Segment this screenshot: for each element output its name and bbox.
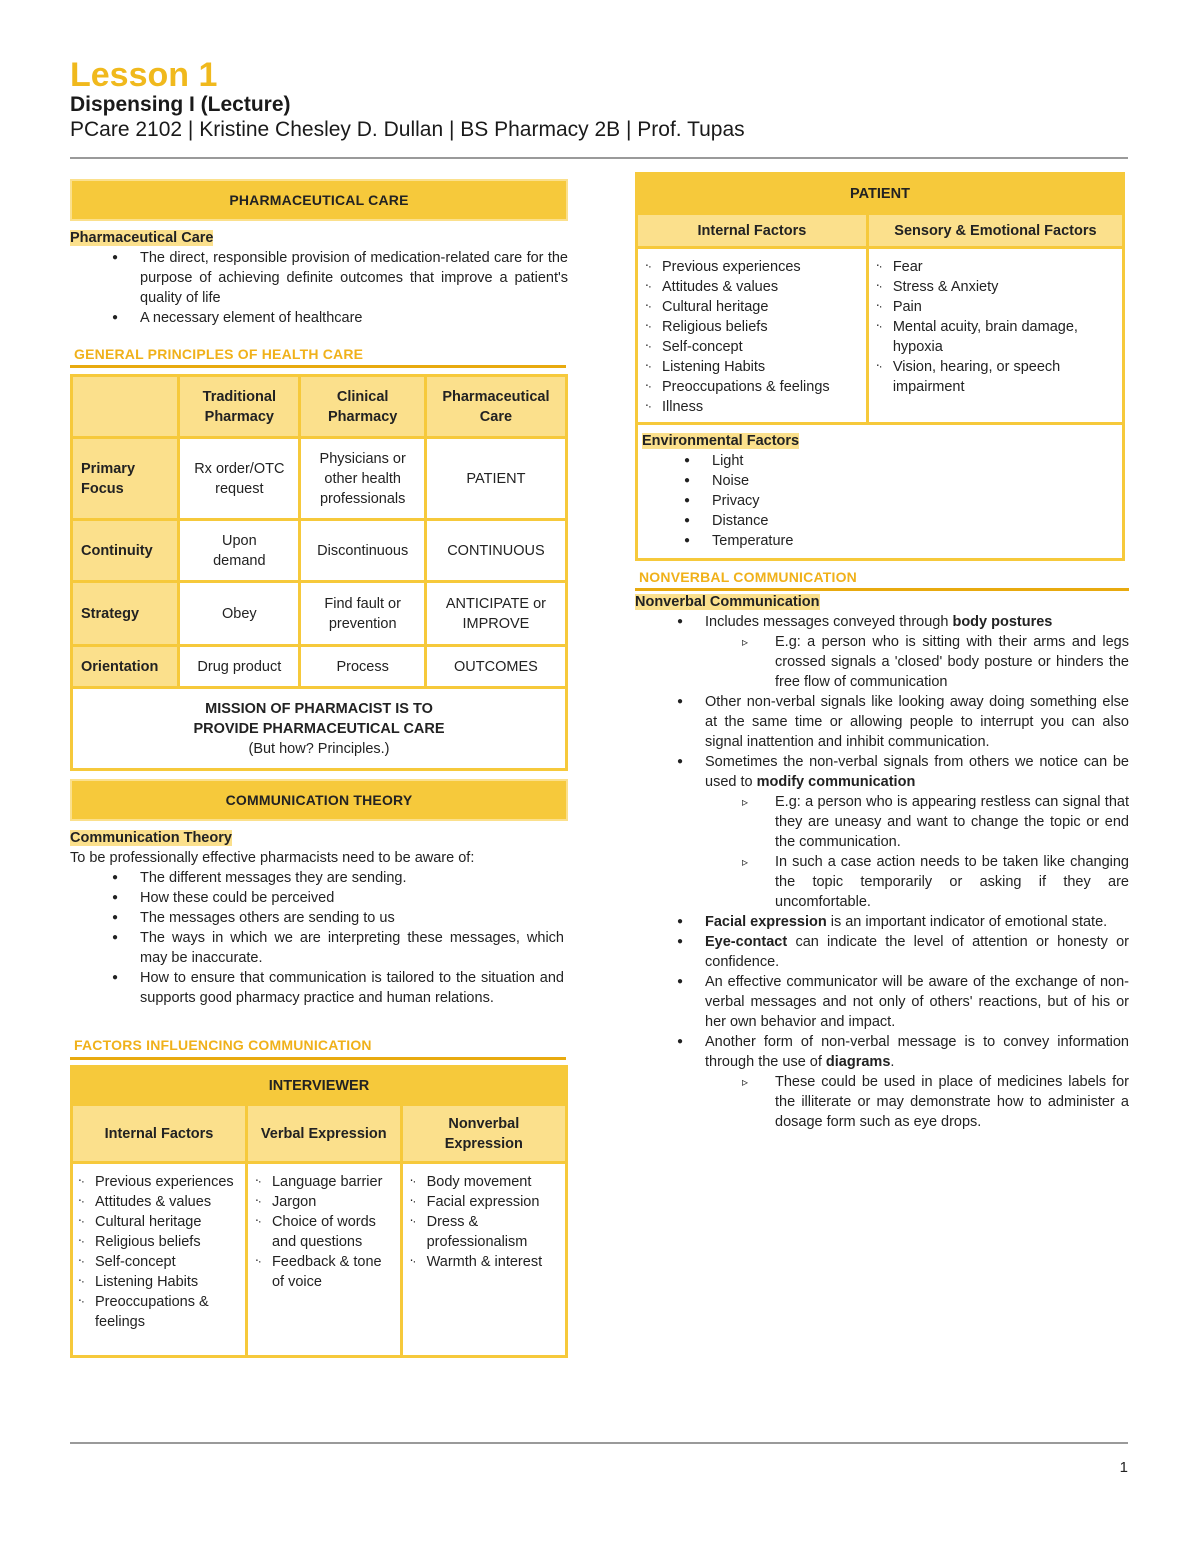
text-bold: body postures <box>952 614 1053 630</box>
patient-sensory-cell <box>867 248 1123 424</box>
lesson-title: Lesson 1 <box>70 56 218 94</box>
text-bold: Facial expression <box>705 914 827 930</box>
list-item: ‧· Self-concept <box>77 1252 241 1272</box>
communication-theory-block <box>70 828 564 1008</box>
heading-rule <box>635 588 1129 591</box>
text: . <box>890 1054 895 1070</box>
list-item: ‧· Religious beliefs <box>644 317 862 337</box>
interviewer-verbal-list <box>254 1172 396 1292</box>
list-item: ‧· Dress & professionalism <box>409 1212 561 1252</box>
column-header: Verbal Expression <box>246 1105 401 1163</box>
pharmaceutical-care-block <box>70 228 568 328</box>
interviewer-nonverbal-list <box>409 1172 561 1272</box>
list-item: ● Other non-verbal signals like looking away doing something else at the same time or allowing people to interrupt you can also signal inattention and inhibit communication. <box>635 692 1129 752</box>
row-label: Orientation <box>72 646 179 688</box>
text: Includes messages conveyed through <box>705 614 953 630</box>
list-item: ‧· Listening Habits <box>77 1272 241 1292</box>
list-item: ‧· Listening Habits <box>644 357 862 377</box>
interviewer-caption: INTERVIEWER <box>72 1067 567 1105</box>
pharmaceutical-care-list <box>70 248 568 328</box>
list-item: ● The direct, responsible provision of medication-related care for the purpose of achieving definite outcomes that improve a patient's quality of life <box>70 248 568 308</box>
list-item: ● How these could be perceived <box>70 888 564 908</box>
nonverbal-sublist <box>635 632 1129 692</box>
list-item: ● The different messages they are sending. <box>70 868 564 888</box>
text-bold: diagrams <box>825 1054 891 1070</box>
nonverbal-list <box>635 612 1129 632</box>
table-cell: CONTINUOUS <box>425 520 566 582</box>
heading-rule <box>70 1057 566 1060</box>
nonverbal-list <box>635 912 1129 1072</box>
list-item: ‧· Religious beliefs <box>77 1232 241 1252</box>
principles-table <box>70 374 568 771</box>
text: Another form of non-verbal message is to convey information through the use of <box>705 1034 1129 1070</box>
list-item: ‧· Preoccupations & feelings <box>644 377 862 397</box>
patient-table <box>635 172 1125 561</box>
table-corner <box>72 376 179 438</box>
table-cell: OUTCOMES <box>425 646 566 688</box>
list-item <box>635 612 1129 632</box>
interviewer-verbal-cell <box>246 1163 401 1357</box>
list-item: ‧· Attitudes & values <box>77 1192 241 1212</box>
document-subtitle: PCare 2102 | Kristine Chesley D. Dullan | BS Pharmacy 2B | Prof. Tupas <box>70 118 745 141</box>
table-cell: Find fault or prevention <box>300 582 425 646</box>
term-pharmaceutical-care: Pharmaceutical Care <box>70 230 214 246</box>
section-bar-pharmaceutical-care: PHARMACEUTICAL CARE <box>70 179 568 221</box>
heading-general-principles: GENERAL PRINCIPLES OF HEALTH CARE <box>74 346 364 362</box>
nonverbal-sublist <box>635 1072 1129 1132</box>
page-number: 1 <box>1119 1459 1128 1476</box>
communication-theory-intro: To be professionally effective pharmacists need to be aware of: <box>70 850 475 866</box>
sub-item: ▹ E.g: a person who is appearing restless can signal that they are uneasy and want to change the topic or end the communication. <box>705 792 1129 852</box>
patient-internal-cell <box>637 248 868 424</box>
nonverbal-block <box>635 592 1129 1132</box>
list-item <box>635 1032 1129 1072</box>
list-item: ● How to ensure that communication is tailored to the situation and supports good pharmacy practice and human relations. <box>70 968 564 1008</box>
table-cell: Obey <box>179 582 300 646</box>
text: can indicate the level of attention or honesty or confidence. <box>705 934 1129 970</box>
table-cell: Physicians or other health professionals <box>300 438 425 520</box>
list-item: ‧· Feedback & tone of voice <box>254 1252 396 1292</box>
environmental-cell <box>637 424 1124 560</box>
list-item: ‧· Attitudes & values <box>644 277 862 297</box>
table-cell: Process <box>300 646 425 688</box>
term-environmental-factors: Environmental Factors <box>642 433 800 449</box>
row-label: Continuity <box>72 520 179 582</box>
section-bar-communication-theory: COMMUNICATION THEORY <box>70 779 568 821</box>
table-cell: Rx order/OTC request <box>179 438 300 520</box>
mission-line: MISSION OF PHARMACIST IS TO <box>205 700 433 717</box>
patient-sensory-list <box>875 257 1118 397</box>
list-item: ‧· Cultural heritage <box>77 1212 241 1232</box>
table-cell: Drug product <box>179 646 300 688</box>
interviewer-internal-list <box>77 1172 241 1332</box>
list-item: ‧· Mental acuity, brain damage, hypoxia <box>875 317 1118 357</box>
sub-item: ▹ In such a case action needs to be taken like changing the topic temporarily or asking if they are uncomfortable. <box>705 852 1129 912</box>
list-item: ‧· Fear <box>875 257 1118 277</box>
column-header: Nonverbal Expression <box>401 1105 566 1163</box>
list-item: ‧· Previous experiences <box>644 257 862 277</box>
column-header: Clinical Pharmacy <box>300 376 425 438</box>
mission-line: PROVIDE PHARMACEUTICAL CARE <box>193 720 445 737</box>
list-item: ‧· Illness <box>644 397 862 417</box>
column-header: Pharmaceutical Care <box>425 376 566 438</box>
interviewer-table <box>70 1065 568 1358</box>
list-item: ● An effective communicator will be aware of the exchange of non-verbal messages and not only of others' reactions, but of his or her own behavior and impact. <box>635 972 1129 1032</box>
footer-divider <box>70 1442 1128 1444</box>
term-nonverbal-communication: Nonverbal Communication <box>635 594 820 610</box>
list-item: ● Temperature <box>642 531 1118 551</box>
text: is an important indicator of emotional state. <box>826 914 1108 930</box>
list-item: ● Privacy <box>642 491 1118 511</box>
interviewer-nonverbal-cell <box>401 1163 566 1357</box>
environmental-list <box>642 451 1118 551</box>
list-item: ‧· Self-concept <box>644 337 862 357</box>
text-bold: Eye-contact <box>705 934 788 950</box>
communication-theory-list <box>70 868 564 1008</box>
patient-caption: PATIENT <box>637 174 1124 214</box>
list-item: ‧· Stress & Anxiety <box>875 277 1118 297</box>
list-item <box>635 752 1129 792</box>
list-item: ‧· Vision, hearing, or speech impairment <box>875 357 1118 397</box>
list-item: ‧· Jargon <box>254 1192 396 1212</box>
nonverbal-sublist <box>635 792 1129 912</box>
list-item: ● The ways in which we are interpreting these messages, which may be inaccurate. <box>70 928 564 968</box>
list-item <box>635 912 1129 932</box>
list-item: ‧· Facial expression <box>409 1192 561 1212</box>
row-label: Primary Focus <box>72 438 179 520</box>
term-communication-theory: Communication Theory <box>70 830 232 846</box>
row-label: Strategy <box>72 582 179 646</box>
nonverbal-list <box>635 692 1129 792</box>
heading-factors-influencing: FACTORS INFLUENCING COMMUNICATION <box>74 1037 372 1053</box>
list-item: ‧· Pain <box>875 297 1118 317</box>
header-divider <box>70 157 1128 159</box>
column-header: Traditional Pharmacy <box>179 376 300 438</box>
text: Sometimes the non-verbal signals from others we notice can be used to <box>705 754 1129 790</box>
heading-nonverbal: NONVERBAL COMMUNICATION <box>639 569 857 585</box>
list-item: ● Distance <box>642 511 1118 531</box>
column-header: Internal Factors <box>72 1105 247 1163</box>
list-item: ‧· Language barrier <box>254 1172 396 1192</box>
interviewer-internal-cell <box>72 1163 247 1357</box>
table-cell: ANTICIPATE or IMPROVE <box>425 582 566 646</box>
column-header: Internal Factors <box>637 214 868 248</box>
list-item: ● The messages others are sending to us <box>70 908 564 928</box>
text-bold: modify communication <box>756 774 916 790</box>
list-item: ‧· Body movement <box>409 1172 561 1192</box>
list-item: ● A necessary element of healthcare <box>70 308 568 328</box>
list-item: ‧· Preoccupations & feelings <box>77 1292 241 1332</box>
list-item: ‧· Cultural heritage <box>644 297 862 317</box>
sub-item: ▹ E.g: a person who is sitting with their arms and legs crossed signals a 'closed' body posture or hinders the free flow of communication <box>705 632 1129 692</box>
mission-note: (But how? Principles.) <box>248 740 390 757</box>
list-item: ‧· Warmth & interest <box>409 1252 561 1272</box>
sub-item: ▹ These could be used in place of medicines labels for the illiterate or may demonstrate how to administer a dosage form such as eye drops. <box>705 1072 1129 1132</box>
table-cell: PATIENT <box>425 438 566 520</box>
list-item: ● Noise <box>642 471 1118 491</box>
subject-title: Dispensing I (Lecture) <box>70 93 291 116</box>
list-item <box>635 932 1129 972</box>
table-cell: Discontinuous <box>300 520 425 582</box>
patient-internal-list <box>644 257 862 417</box>
list-item: ‧· Previous experiences <box>77 1172 241 1192</box>
list-item: ● Light <box>642 451 1118 471</box>
list-item: ‧· Choice of words and questions <box>254 1212 396 1252</box>
table-cell: Upon demand <box>179 520 300 582</box>
mission-cell <box>72 688 567 770</box>
heading-rule <box>70 365 566 368</box>
column-header: Sensory & Emotional Factors <box>867 214 1123 248</box>
